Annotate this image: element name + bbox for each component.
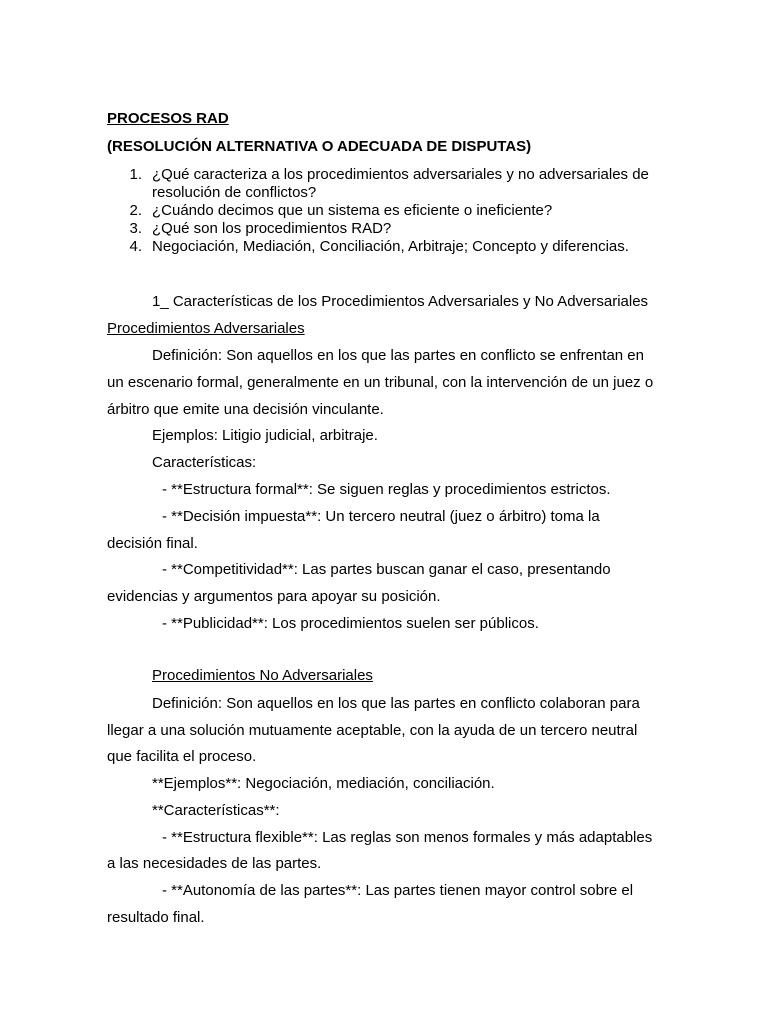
non-adversarial-definition: que facilita el proceso.	[107, 748, 257, 765]
non-adversarial-definition: llegar a una solución mutuamente aceptable, con la ayuda de un tercero neutral	[107, 722, 638, 739]
feature-item: - **Publicidad**: Los procedimientos suelen ser públicos.	[162, 615, 539, 632]
adversarial-features-label: Características:	[152, 454, 257, 471]
feature-item: - **Autonomía de las partes**: Las partes tienen mayor control sobre el	[162, 882, 634, 899]
adversarial-definition: un escenario formal, generalmente en un tribunal, con la intervención de un juez o	[107, 374, 654, 391]
list-number: 1.	[129, 166, 142, 183]
list-number: 2.	[129, 202, 142, 219]
adversarial-definition: árbitro que emite una decisión vinculante.	[107, 401, 384, 418]
feature-item: - **Estructura formal**: Se siguen reglas y procedimientos estrictos.	[162, 481, 611, 498]
non-adversarial-examples: **Ejemplos**: Negociación, mediación, conciliación.	[152, 775, 495, 792]
adversarial-definition: Definición: Son aquellos en los que las partes en conflicto se enfrentan en	[152, 347, 644, 364]
adversarial-title: Procedimientos Adversariales	[107, 320, 305, 337]
document-subtitle: (RESOLUCIÓN ALTERNATIVA O ADECUADA DE DISPUTAS)	[107, 138, 532, 155]
feature-item: - **Competitividad**: Las partes buscan ganar el caso, presentando	[162, 561, 611, 578]
feature-item-continued: decisión final.	[107, 535, 198, 552]
list-item: ¿Qué son los procedimientos RAD?	[152, 220, 392, 237]
non-adversarial-definition: Definición: Son aquellos en los que las partes en conflicto colaboran para	[152, 695, 640, 712]
adversarial-examples: Ejemplos: Litigio judicial, arbitraje.	[152, 427, 378, 444]
list-item: Negociación, Mediación, Conciliación, Arbitraje; Concepto y diferencias.	[152, 238, 629, 255]
list-item: ¿Cuándo decimos que un sistema es eficiente o ineficiente?	[152, 202, 553, 219]
feature-item-continued: evidencias y argumentos para apoyar su posición.	[107, 588, 441, 605]
non-adversarial-features-label: **Características**:	[152, 802, 280, 819]
document-title: PROCESOS RAD	[107, 110, 229, 127]
feature-item-continued: resultado final.	[107, 909, 205, 926]
section-heading: 1_ Características de los Procedimientos Adversariales y No Adversariales	[152, 293, 649, 310]
feature-item-continued: a las necesidades de las partes.	[107, 855, 322, 872]
non-adversarial-title: Procedimientos No Adversariales	[152, 667, 373, 684]
feature-item: - **Decisión impuesta**: Un tercero neutral (juez o árbitro) toma la	[162, 508, 600, 525]
list-number: 4.	[129, 238, 142, 255]
list-item: ¿Qué caracteriza a los procedimientos adversariales y no adversariales de	[152, 166, 649, 183]
list-item-continued: resolución de conflictos?	[152, 184, 317, 201]
feature-item: - **Estructura flexible**: Las reglas son menos formales y más adaptables	[162, 829, 653, 846]
list-number: 3.	[129, 220, 142, 237]
